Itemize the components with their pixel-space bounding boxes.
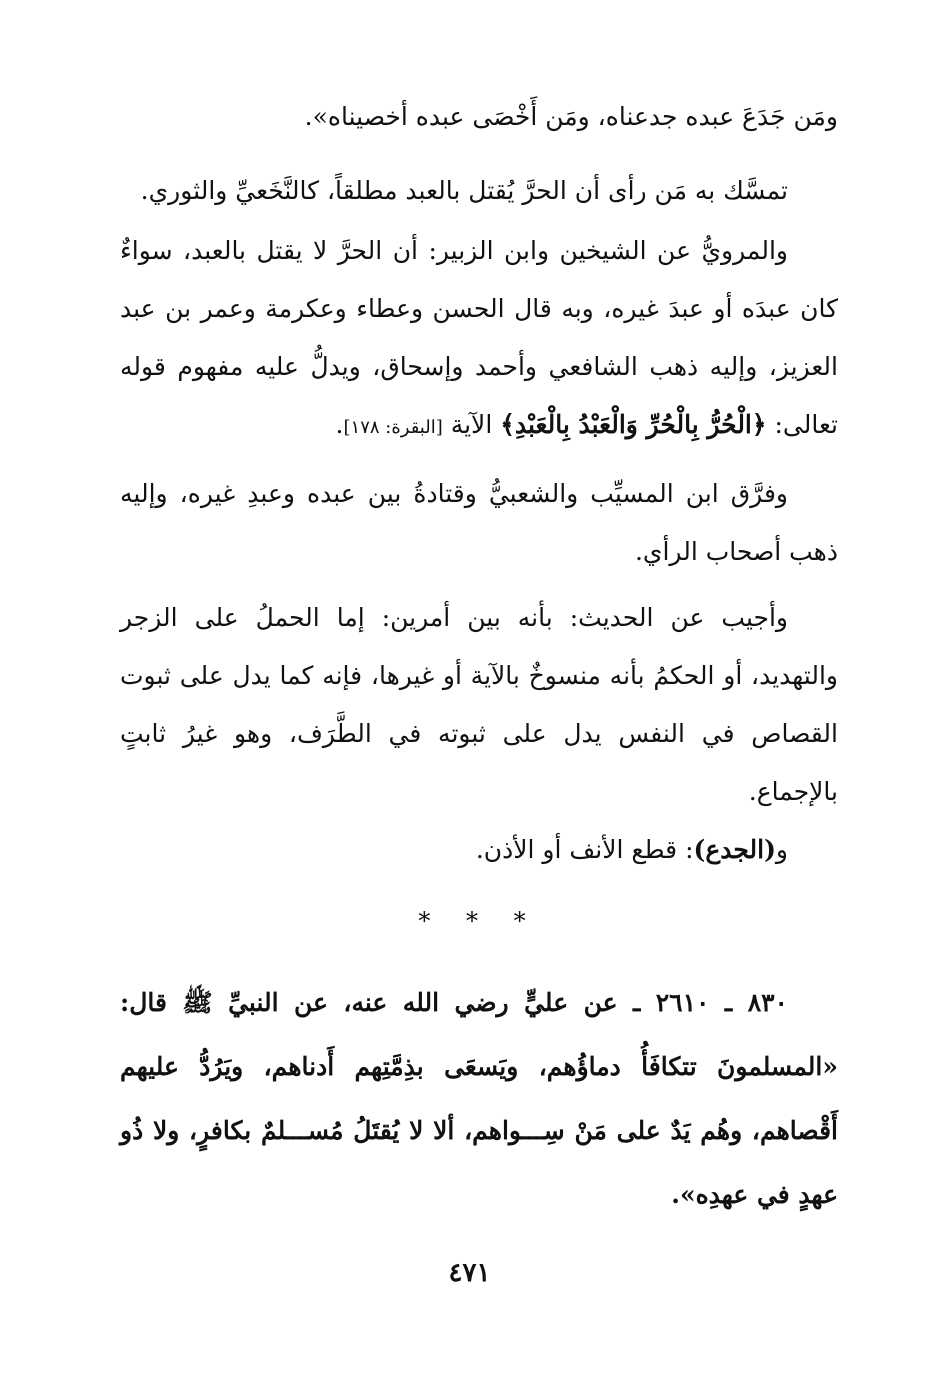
quran-verse: ﴿الْحُرُّ بِالْحُرِّ وَالْعَبْدُ بِالْعَبْدِ﴾ (500, 410, 767, 439)
section-separator: * * * (418, 907, 540, 935)
paragraph-hadith-end: ومَن جَدَعَ عبده جدعناه، ومَن أَخْصَى عبده أخصيناه». (304, 102, 838, 131)
page-body (120, 88, 838, 1227)
paragraph-opinion-shafii (120, 222, 838, 457)
paragraph-opinion-distinction: وفرَّق ابن المسيِّب والشعبيُّ وقتادةُ بين عبده وعبدِ غيره، وإليه ذهب أصحاب الرأي. (120, 479, 838, 566)
paragraph-text: و (775, 835, 788, 864)
page-number: ٤٧١ (448, 1258, 491, 1288)
paragraph-text: والمرويُّ عن الشيخين وابن الزبير: أن الحرَّ لا يقتل بالعبد، سواءٌ كان عبدَه أو عبدَ غيره، وبه قال الحسن وعطاء وعكرمة وعمر بن عبد العزيز، وإليه ذهب الشافعي وأحمد وإسحاق، ويدلُّ عليه مفهوم قوله تعالى: (120, 236, 838, 439)
paragraph-response: وأجيب عن الحديث: بأنه بين أمرين: إما الحملُ على الزجر والتهديد، أو الحكمُ بأنه منسوخٌ بالآية أو غيرها، فإنه كما يدل على ثبوت القصاص في النفس يدل على ثبوته في الطَّرَف، وهو غيرُ ثابتٍ بالإجماع. (120, 603, 838, 806)
paragraph-text: . (335, 410, 344, 439)
paragraph-definition (120, 821, 838, 879)
defined-term: (الجدع) (693, 835, 776, 864)
paragraph-opinion-nakhai: تمسَّك به مَن رأى أن الحرَّ يُقتل بالعبد مطلقاً، كالنَّخَعيِّ والثوري. (140, 176, 788, 205)
paragraph-text: الآية (442, 410, 501, 439)
verse-reference: [البقرة: ١٧٨] (343, 417, 443, 438)
paragraph-text: : قطع الأنف أو الأذن. (475, 835, 694, 864)
hadith-text: ٨٣٠ ـ ٢٦١٠ ـ عن عليٍّ رضي الله عنه، عن النبيِّ ﷺ قال: «المسلمونَ تتكافَأُ دماؤُهم، ويَسعَى بذِمَّتِهم أَدناهم، ويَرُدُّ عليهم أَقْصاهم، وهُم يَدٌ على مَنْ سِـــواهم، ألا لا يُقتَلُ مُســـلمٌ بكافرٍ، ولا ذُو عهدٍ في عهدِه». (120, 988, 838, 1209)
